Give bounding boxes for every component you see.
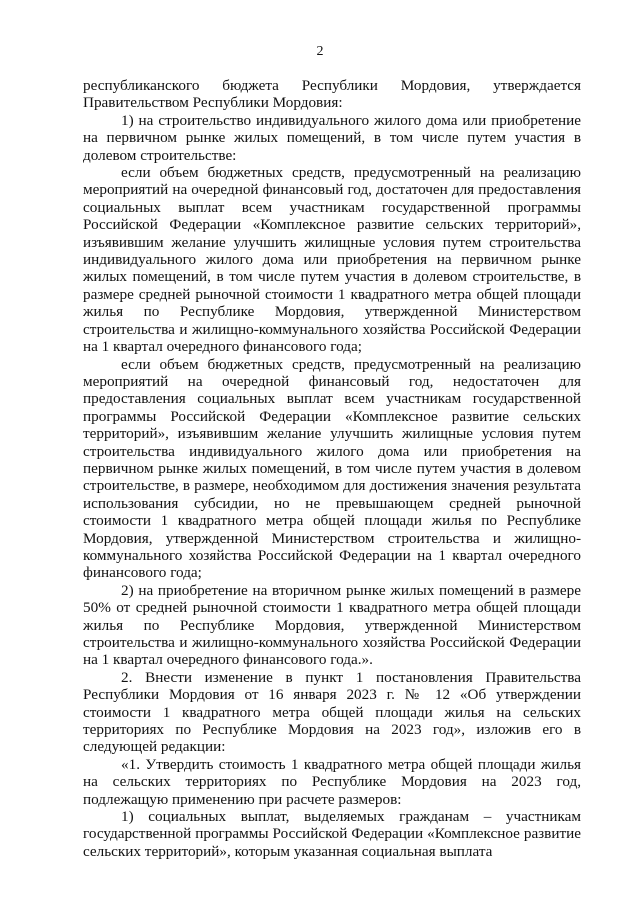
paragraph-2: 1) на строительство индивидуального жилого дома или приобретение на первичном рынке жилых помещений, в том числе путем участия в долевом строительстве: (83, 111, 581, 164)
paragraph-3: если объем бюджетных средств, предусмотренный на реализацию мероприятий на очередной финансовый год, достаточен для предоставления социальных выплат всем участникам государственной программы Российской Федерации «Комплексное развитие сельских территорий», изъявившим желание улучшить жилищные условия путем строительства индивидуального жилого дома или приобретения на первичном рынке жилых помещений, в том числе путем участия в долевом строительстве, в размере средней рыночной стоимости 1 квадратного метра общей площади жилья по Республике Мордовия, утвержденной Министерством строительства и жилищно-коммунального хозяйства Российской Федерации на 1 квартал очередного финансового года; (83, 164, 581, 356)
paragraph-5: 2) на приобретение на вторичном рынке жилых помещений в размере 50% от средней рыночной стоимости 1 квадратного метра общей площади жилья по Республике Мордовия, утвержденной Министерством строительства и жилищно-коммунального хозяйства Российской Федерации на 1 квартал очередного финансового года.». (83, 581, 581, 669)
paragraph-4: если объем бюджетных средств, предусмотренный на реализацию мероприятий на очередной финансовый год, недостаточен для предоставления социальных выплат всем участникам государственной программы Российской Федерации «Комплексное развитие сельских территорий», изъявившим желание улучшить жилищные условия путем строительства индивидуального жилого дома или приобретения на первичном рынке жилых помещений, в том числе путем участия в долевом строительстве, в размере, необходимом для достижения значения результата использования субсидии, но не превышающем средней рыночной стоимости 1 квадратного метра общей площади жилья по Республике Мордовия, утвержденной Министерством строительства и жилищно-коммунального хозяйства Российской Федерации на 1 квартал очередного финансового года; (83, 355, 581, 582)
paragraph-6: 2. Внести изменение в пункт 1 постановления Правительства Республики Мордовия от 16 января 2023 г. № 12 «Об утверждении стоимости 1 квадратного метра общей площади жилья на сельских территориях по Республике Мордовия на 2023 год», изложив его в следующей редакции: (83, 668, 581, 756)
paragraph-8: 1) социальных выплат, выделяемых гражданам – участникам государственной программы Российской Федерации «Комплексное развитие сельских территорий», которым указанная социальная выплата (83, 808, 581, 860)
paragraph-7: «1. Утвердить стоимость 1 квадратного метра общей площади жилья на сельских территориях по Республике Мордовия на 2023 год, подлежащую применению при расчете размеров: (83, 755, 581, 808)
page-number: 2 (316, 44, 324, 59)
paragraph-1: республиканского бюджета Республики Мордовия, утверждается Правительством Республики Мордовия: (83, 77, 581, 112)
document-body (83, 77, 581, 860)
